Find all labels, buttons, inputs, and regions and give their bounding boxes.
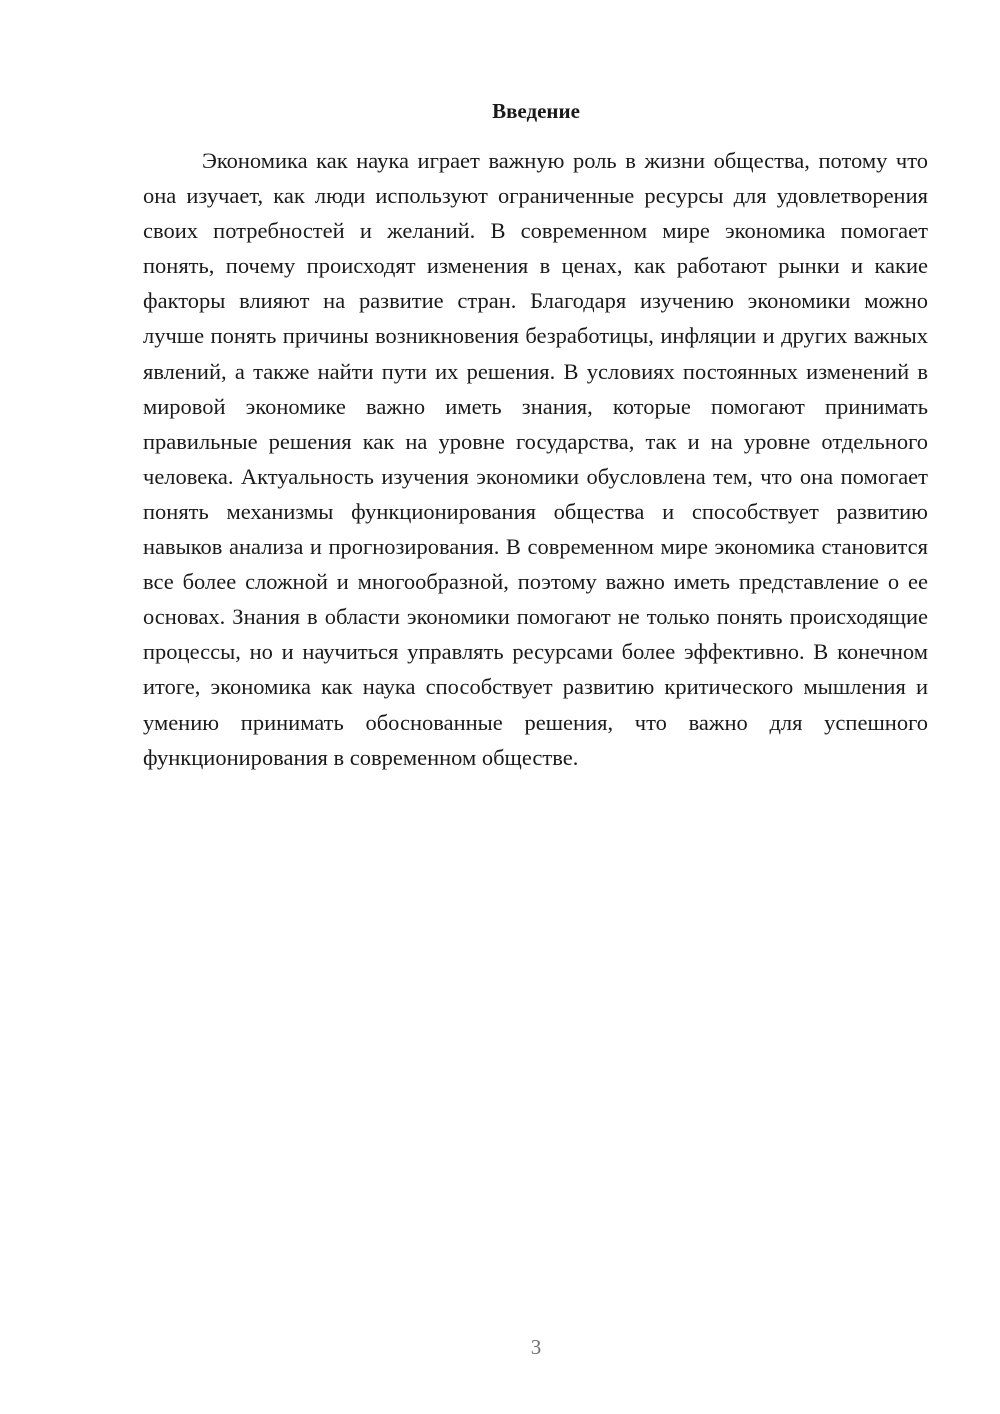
page-number: 3 [530, 1335, 542, 1359]
section-heading: Введение [492, 99, 580, 123]
body-paragraph: Экономика как наука играет важную роль в жизни общества, потому что она изучает, как люди используют ограниченные ресурсы для удовлетворения своих потребностей и желаний. В современном мире экономика помогает понять, почему происходят изменения в ценах, как работают рынки и какие факторы влияют на развитие стран. Благодаря изучению экономики можно лучше понять причины возникновения безработицы, инфляции и других важных явлений, а также найти пути их решения. В условиях постоянных изменений в мировой экономике важно иметь знания, которые помогают принимать правильные решения как на уровне государства, так и на уровне отдельного человека. Актуальность изучения экономики обусловлена тем, что она помогает понять механизмы функционирования общества и способствует развитию навыков анализа и прогнозирования. В современном мире экономика становится все более сложной и многообразной, поэтому важно иметь представление о ее основах. Знания в области экономики помогают не только понять происходящие процессы, но и научиться управлять ресурсами более эффективно. В конечном итоге, экономика как наука способствует развитию критического мышления и умению принимать обоснованные решения, что важно для успешного функционирования в современном обществе. [143, 148, 928, 770]
